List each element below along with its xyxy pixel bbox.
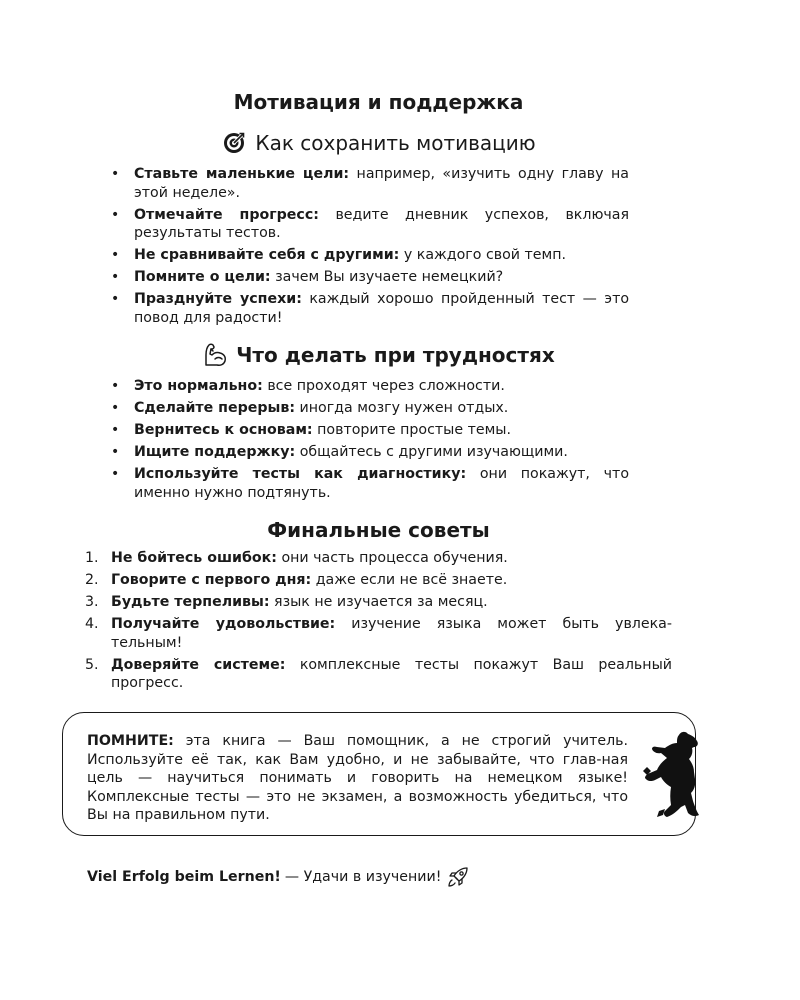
item-number: 5. <box>85 656 99 673</box>
item-term: Не сравнивайте себя с другими: <box>134 247 400 263</box>
list-item <box>107 206 629 243</box>
item-text: иногда мозгу нужен отдых. <box>299 400 509 416</box>
item-text: все проходят через сложности. <box>267 378 505 394</box>
item-text: ведите дневник успехов, включая результаты тестов. <box>134 206 629 241</box>
item-text: они часть процесса обучения. <box>281 550 508 566</box>
list-item <box>82 549 672 568</box>
rocket-icon <box>447 866 469 888</box>
item-number: 4. <box>85 616 99 632</box>
item-text: даже если не всё знаете. <box>315 572 508 588</box>
list-item <box>107 399 629 418</box>
section-heading-motivation <box>0 130 757 156</box>
section-heading-label: Что делать при трудностях <box>236 343 555 367</box>
list-item <box>82 571 672 590</box>
note-body: эта книга — Ваш помощник, а не строгий учитель. Используйте её так, как Вам удобно, и не забывайте, что глав-ная цель — научиться понимать и говорить на немецком языке! Комплексные тесты — это не экзамен, а возможность убедиться, что Вы на правильном пути. <box>87 733 629 823</box>
item-term: Помните о цели: <box>134 269 271 285</box>
flexed-bicep-icon <box>202 342 228 368</box>
list-item <box>82 593 672 612</box>
item-number: 2. <box>85 572 99 588</box>
berlin-bear-icon <box>637 727 701 823</box>
section-heading-label: Финальные советы <box>267 518 490 542</box>
closing-line <box>87 866 469 888</box>
item-text: изучение языка может быть увлека-тельным! <box>111 616 672 651</box>
list-item <box>107 246 629 265</box>
section-heading-label: Как сохранить мотивацию <box>255 131 536 155</box>
final-tips-list <box>82 549 672 696</box>
item-text: у каждого свой темп. <box>403 247 566 263</box>
item-text: каждый хорошо пройденный тест — это повод для радости! <box>134 291 630 326</box>
closing-russian: — Удачи в изучении! <box>284 869 442 885</box>
item-term: Не бойтесь ошибок: <box>111 550 277 566</box>
note-label: ПОМНИТЕ: <box>87 733 174 749</box>
item-term: Говорите с первого дня: <box>111 572 312 588</box>
item-term: Это нормально: <box>134 378 263 394</box>
list-item <box>107 443 629 462</box>
item-text: комплексные тесты покажут Ваш реальный прогресс. <box>111 656 672 691</box>
item-text: они покажут, что именно нужно подтянуть. <box>134 466 629 501</box>
item-term: Сделайте перерыв: <box>134 400 296 416</box>
closing-german: Viel Erfolg beim Lernen! <box>87 869 281 885</box>
list-item <box>107 165 629 202</box>
item-term: Ставьте маленькие цели: <box>134 166 350 182</box>
item-term: Доверяйте системе: <box>111 656 286 673</box>
motivation-list <box>107 165 629 331</box>
section-heading-final <box>0 518 757 542</box>
item-text: например, «изучить одну главу на этой неделе». <box>134 166 629 201</box>
item-text: повторите простые темы. <box>317 422 511 438</box>
item-term: Отмечайте прогресс: <box>134 206 319 223</box>
list-item <box>82 615 672 652</box>
item-term: Будьте терпеливы: <box>111 594 270 610</box>
item-number: 3. <box>85 594 99 610</box>
page-title: Мотивация и поддержка <box>233 90 524 114</box>
item-text: зачем Вы изучаете немецкий? <box>275 269 504 285</box>
list-item <box>82 656 672 693</box>
target-icon <box>221 130 247 156</box>
section-heading-difficulties <box>0 342 757 368</box>
note-text <box>87 732 628 825</box>
list-item <box>107 290 629 327</box>
item-term: Вернитесь к основам: <box>134 422 313 438</box>
item-term: Ищите поддержку: <box>134 444 296 460</box>
list-item <box>107 465 629 502</box>
item-term: Празднуйте успехи: <box>134 291 302 307</box>
list-item <box>107 377 629 396</box>
item-term: Используйте тесты как диагностику: <box>134 466 467 482</box>
difficulties-list <box>107 377 629 506</box>
item-text: язык не изучается за месяц. <box>274 594 488 610</box>
item-text: общайтесь с другими изучающими. <box>299 444 568 460</box>
item-number: 1. <box>85 550 99 566</box>
item-term: Получайте удовольствие: <box>111 616 336 632</box>
list-item <box>107 268 629 287</box>
list-item <box>107 421 629 440</box>
